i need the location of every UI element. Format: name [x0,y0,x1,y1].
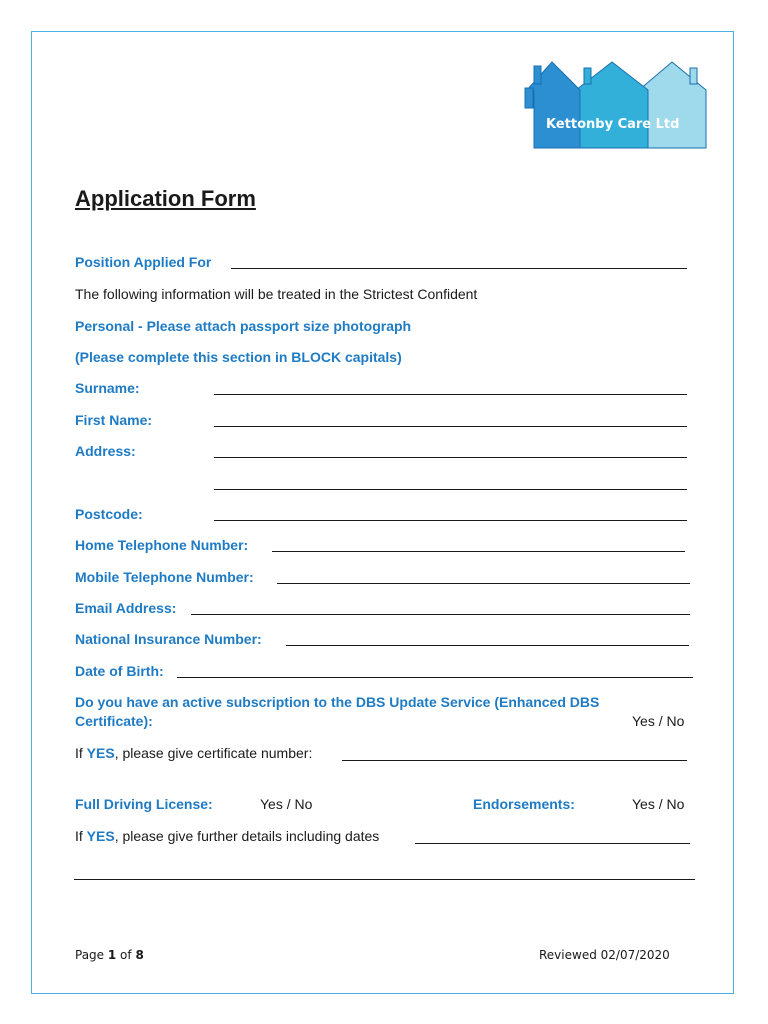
dbs-if-suffix: , please give certificate number: [114,745,313,761]
home-phone-field[interactable] [272,551,685,552]
driving-license-label: Full Driving License: [75,796,213,812]
mobile-phone-field[interactable] [277,583,690,584]
driving-license-options[interactable]: Yes / No [260,796,313,812]
dob-label: Date of Birth: [75,663,164,679]
dbs-yes-emphasis: YES [86,745,115,761]
position-label: Position Applied For [75,254,212,270]
first-name-field[interactable] [214,426,687,427]
ni-number-field[interactable] [286,645,689,646]
surname-label: Surname: [75,380,140,396]
driving-details-field-extra[interactable] [74,879,695,880]
block-capitals-note: (Please complete this section in BLOCK capitals) [75,349,402,365]
endorsements-label: Endorsements: [473,796,575,812]
home-phone-label: Home Telephone Number: [75,537,249,553]
address-field-line1[interactable] [214,457,687,458]
dbs-certificate-field[interactable] [342,760,687,761]
dob-field[interactable] [177,677,693,678]
page-of: of [116,948,136,962]
confidential-note: The following information will be treated in the Strictest Confident [75,286,478,302]
first-name-label: First Name: [75,412,153,428]
page-number [75,948,144,962]
page-title: Application Form [75,186,256,211]
postcode-label: Postcode: [75,506,143,522]
logo-text: Kettonby Care Ltd [546,117,680,132]
driving-if-prefix: If [75,828,87,844]
dbs-if-yes-text [75,745,312,761]
postcode-field[interactable] [214,520,687,521]
email-label: Email Address: [75,600,177,616]
surname-field[interactable] [214,394,687,395]
email-field[interactable] [191,614,690,615]
driving-details-field[interactable] [415,843,690,844]
position-field[interactable] [231,268,687,269]
driving-if-yes-text [75,828,379,844]
page-total: 8 [135,948,144,962]
driving-yes-emphasis: YES [86,828,115,844]
mobile-phone-label: Mobile Telephone Number: [75,569,254,585]
personal-heading: Personal - Please attach passport size photograph [75,318,412,334]
dbs-question-line2: Certificate): [75,713,153,729]
dbs-answer-options[interactable]: Yes / No [632,713,685,729]
reviewed-date: Reviewed 02/07/2020 [539,948,670,962]
dbs-question-line1: Do you have an active subscription to the DBS Update Service (Enhanced DBS [75,694,600,710]
dbs-if-prefix: If [75,745,87,761]
address-label: Address: [75,443,136,459]
ni-number-label: National Insurance Number: [75,631,262,647]
page-prefix: Page [75,948,108,962]
page-current: 1 [107,948,117,962]
endorsements-options[interactable]: Yes / No [632,796,685,812]
address-field-line2[interactable] [214,489,687,490]
company-logo [524,60,712,150]
driving-if-suffix: , please give further details including dates [114,828,380,844]
